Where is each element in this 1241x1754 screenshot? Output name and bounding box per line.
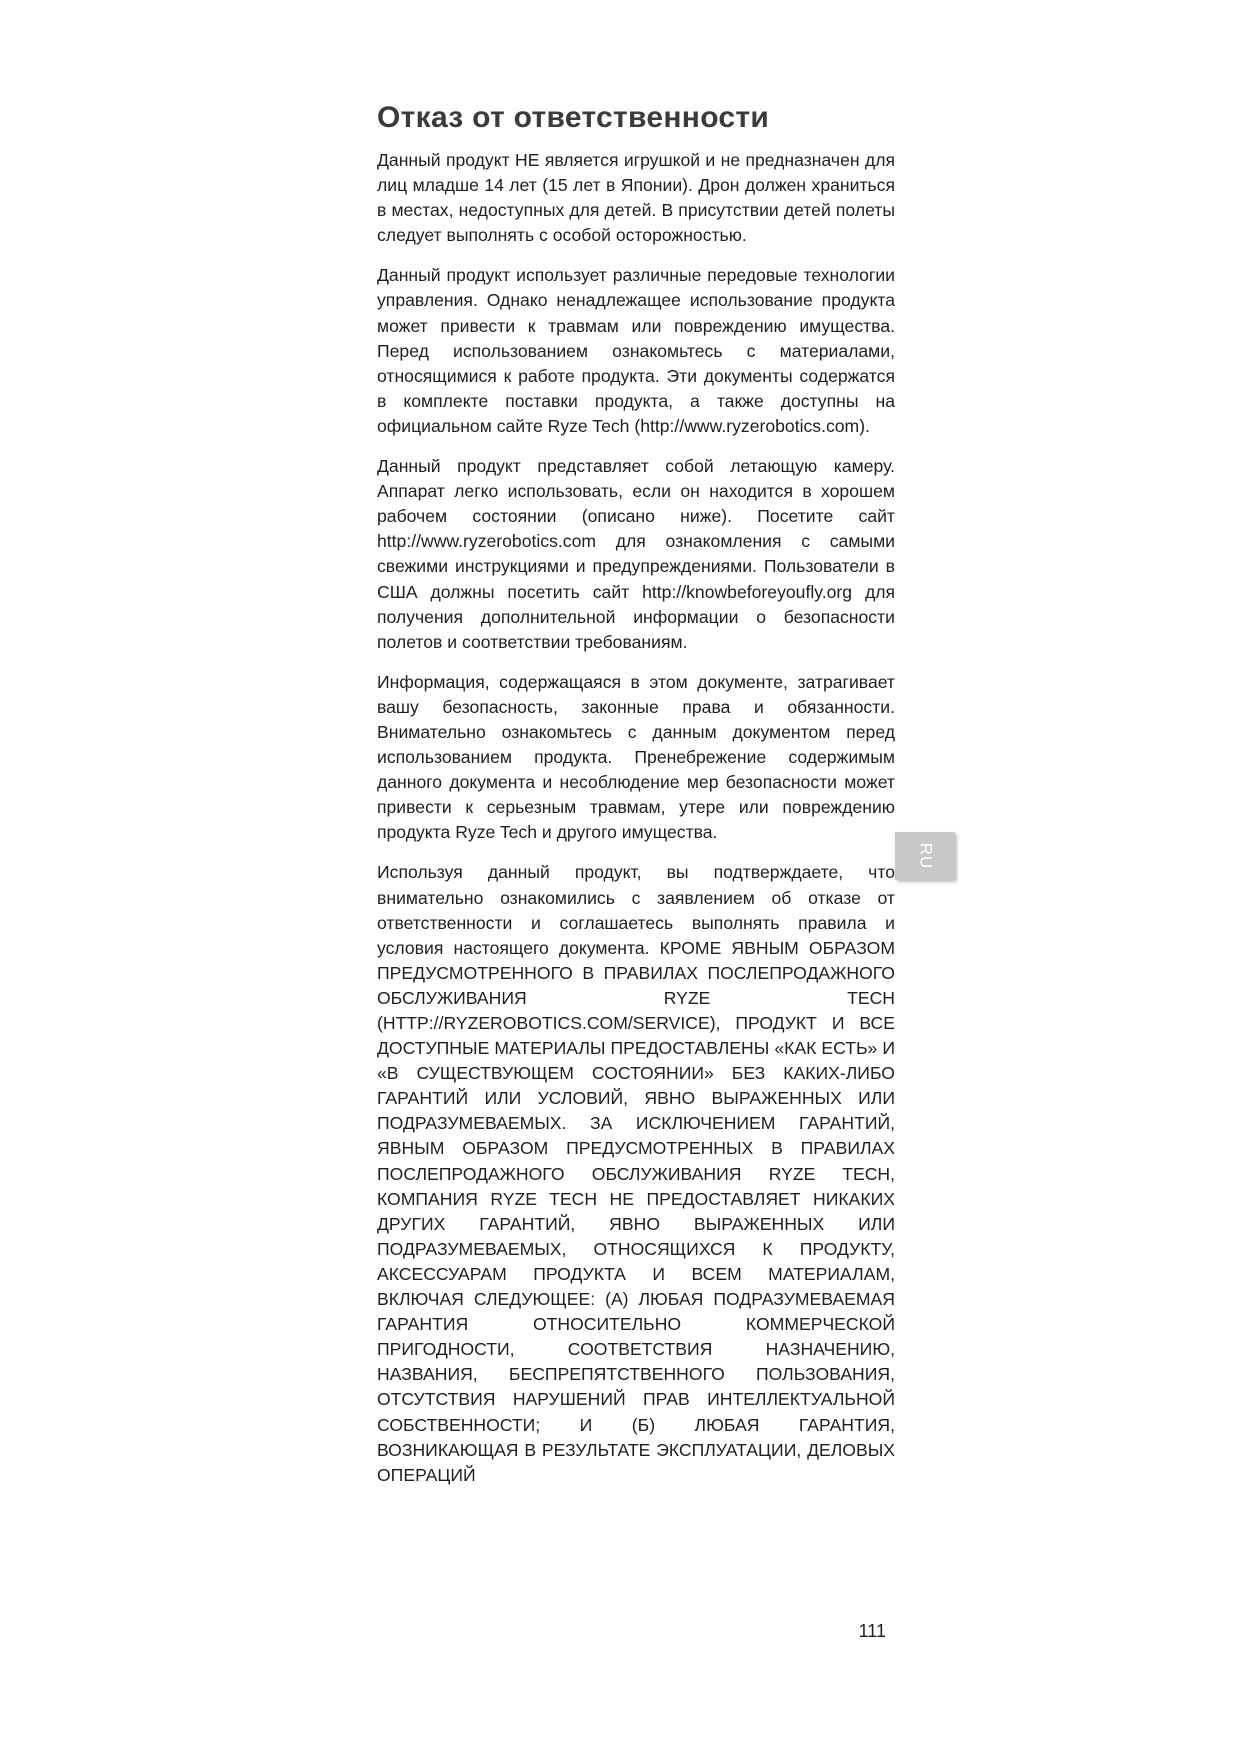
paragraph-toy-warning: Данный продукт НЕ является игрушкой и не предназначен для лиц младше 14 лет (15 лет в Японии). Дрон должен храниться в местах, недоступных для детей. В присутствии детей полеты следует выполнять с особой осторожностью. (377, 150, 895, 246)
paragraph-flying-camera: Данный продукт представляет собой летающую камеру. Аппарат легко использовать, если он находится в хорошем рабочем состоянии (описано ниже). Посетите сайт http://www.ryzerobotics.com для ознакомления с самыми свежими инструкциями и предупреждениями. Пользователи в США должны посетить сайт http://knowbeforeyoufly.org для получения дополнительной информации о безопасности полетов и соответствии требованиям. (377, 456, 895, 652)
language-tab-label: RU (916, 842, 935, 870)
page-title: Отказ от ответственности (377, 101, 770, 134)
paragraph-warranty: Используя данный продукт, вы подтверждаете, что внимательно ознакомились с заявлением об отказе от ответственности и соглашаетесь выполнять правила и условия настоящего документа. КРОМЕ ЯВНЫМ ОБРАЗОМ ПРЕДУСМОТРЕННОГО В ПРАВИЛАХ ПОСЛЕПРОДАЖНОГО ОБСЛУЖИВАНИЯ RYZE TECH (HTTP://RYZEROBOTICS.COM/SERVICE), ПРОДУКТ И ВСЕ ДОСТУПНЫЕ МАТЕРИАЛЫ ПРЕДОСТАВЛЕНЫ «КАК ЕСТЬ» И «В СУЩЕСТВУЮЩЕМ СОСТОЯНИИ» БЕЗ КАКИХ-ЛИБО ГАРАНТИЙ ИЛИ УСЛОВИЙ, ЯВНО ВЫРАЖЕННЫХ ИЛИ ПОДРАЗУМЕВАЕМЫХ. ЗА ИСКЛЮЧЕНИЕМ ГАРАНТИЙ, ЯВНЫМ ОБРАЗОМ ПРЕДУСМОТРЕННЫХ В ПРАВИЛАХ ПОСЛЕПРОДАЖНОГО ОБСЛУЖИВАНИЯ RYZE TECH, КОМПАНИЯ RYZE TECH НЕ ПРЕДОСТАВЛЯЕТ НИКАКИХ ДРУГИХ ГАРАНТИЙ, ЯВНО ВЫРАЖЕННЫХ ИЛИ ПОДРАЗУМЕВАЕМЫХ, ОТНОСЯЩИХСЯ К ПРОДУКТУ, АКСЕССУАРАМ ПРОДУКТА И ВСЕМ МАТЕРИАЛАМ, ВКЛЮЧАЯ СЛЕДУЮЩЕЕ: (А) ЛЮБАЯ ПОДРАЗУМЕВАЕМАЯ ГАРАНТИЯ ОТНОСИТЕЛЬНО КОММЕРЧЕСКОЙ ПРИГОДНОСТИ, СООТВЕТСТВИЯ НАЗНАЧЕНИЮ, НАЗВАНИЯ, БЕСПРЕПЯТСТВЕННОГО ПОЛЬЗОВАНИЯ, ОТСУТСТВИЯ НАРУШЕНИЙ ПРАВ ИНТЕЛЛЕКТУАЛЬНОЙ СОБСТВЕННОСТИ; И (Б) ЛЮБАЯ ГАРАНТИЯ, ВОЗНИКАЮЩАЯ В РЕЗУЛЬТАТЕ ЭКСПЛУАТАЦИИ, ДЕЛОВЫХ ОПЕРАЦИЙ (377, 862, 895, 1485)
page-number: 111 (858, 1621, 886, 1641)
paragraph-information: Информация, содержащаяся в этом документе, затрагивает вашу безопасность, законные права и обязанности. Внимательно ознакомьтесь с данным документом перед использованием продукта. Пренебрежение содержимым данного документа и несоблюдение мер безопасности может привести к серьезным травмам, утере или повреждению продукта Ryze Tech и другого имущества. (377, 671, 895, 843)
language-tab (895, 832, 955, 880)
content-column (377, 100, 895, 1488)
paragraph-technology: Данный продукт использует различные передовые технологии управления. Однако ненадлежащее использование продукта может привести к травмам или повреждению имущества. Перед использованием ознакомьтесь с материалами, относящимися к работе продукта. Эти документы содержатся в комплекте поставки продукта, а также доступны на официальном сайте Ryze Tech (http://www.ryzerobotics.com). (377, 265, 895, 436)
